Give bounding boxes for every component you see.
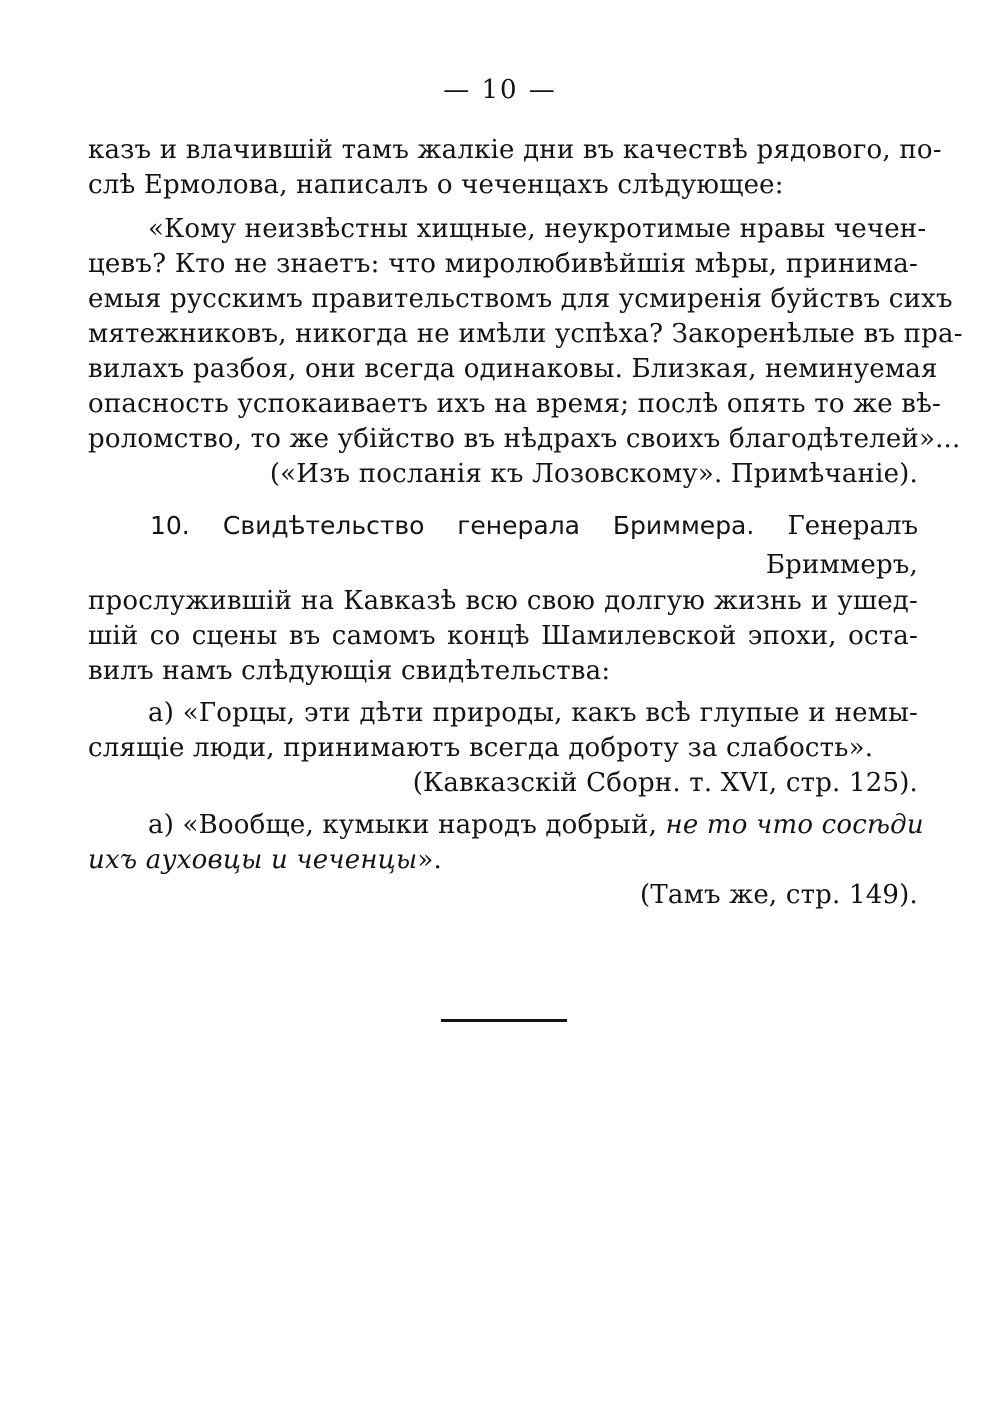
quote-emphasis: не то что сосѣди	[665, 810, 924, 840]
page-number: — 10 —	[443, 75, 557, 105]
quote-source: (Тамъ же, стр. 149).	[639, 880, 918, 910]
quote-line: слящіе люди, принимаютъ всегда доброту за слабость».	[88, 733, 874, 763]
closing-rule	[441, 1019, 567, 1022]
quote-line: «Кому неизвѣстны хищные, неукротимые нравы чечен-	[148, 214, 927, 244]
quote-line: емыя русскимъ правительствомъ для усмиренія буйствъ сихъ	[88, 284, 953, 314]
paragraph-line: казъ и влачившій тамъ жалкіе дни въ качествѣ рядового, по-	[88, 135, 942, 165]
quote-source: (Кавказскій Сборн. т. XVI, стр. 125).	[412, 768, 918, 798]
quote-line	[88, 843, 918, 877]
quote-line: опасность успокаиваетъ ихъ на время; послѣ опять то же вѣ-	[88, 389, 942, 419]
section-line: шій со сцены въ самомъ концѣ Шамилевской эпохи, оста-	[88, 621, 918, 651]
quote-line: цевъ? Кто не знаетъ: что миролюбивѣйшія мѣры, принима-	[88, 249, 918, 279]
section-line: прослужившій на Кавказѣ всю свою долгую жизнь и ушед-	[88, 586, 918, 616]
quote-line: вилахъ разбоя, они всегда одинаковы. Близкая, неминуемая	[88, 354, 938, 384]
quote-text: ».	[417, 845, 442, 875]
section-line: Бриммеръ,	[765, 550, 918, 580]
quote-text: а) «Вообще, кумыки народъ добрый,	[148, 810, 658, 840]
quote-emphasis: ихъ ауховцы и чеченцы	[88, 845, 418, 875]
section-number: 10.	[150, 511, 190, 540]
quote-line: а) «Горцы, эти дѣти природы, какъ всѣ глупые и немы-	[148, 698, 918, 728]
section-line: вилъ намъ слѣдующія свидѣтельства:	[88, 656, 611, 686]
section-heading-line	[150, 509, 918, 543]
quote-line: мятежниковъ, никогда не имѣли успѣха? Закоренѣлые въ пра-	[88, 319, 963, 349]
quote-line	[148, 808, 924, 842]
section-title: Свидѣтельство генерала Бриммера.	[222, 511, 755, 540]
quote-line: роломство, то же убійство въ нѣдрахъ своихъ благодѣтелей»...	[88, 424, 961, 454]
section-continuation: Генералъ	[787, 511, 919, 541]
quote-source: («Изъ посланія къ Лозовскому». Примѣчаніе).	[269, 459, 918, 489]
paragraph-line: слѣ Ермолова, написалъ о чеченцахъ слѣдующее:	[88, 170, 784, 200]
